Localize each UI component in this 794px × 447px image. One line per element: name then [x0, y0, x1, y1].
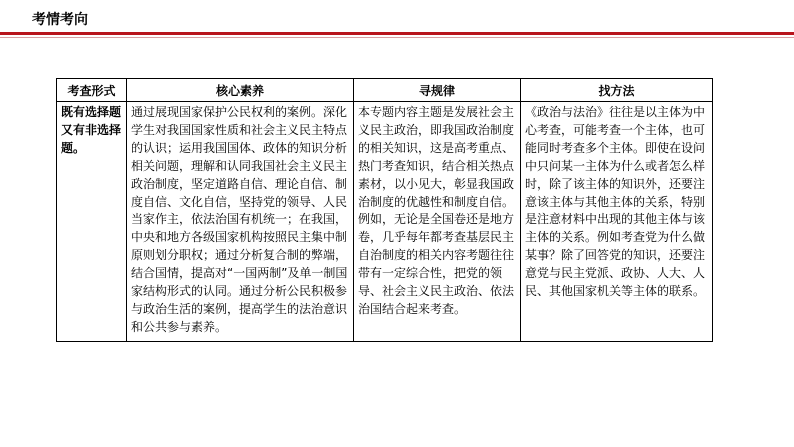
header-find-patterns: 寻规律 [354, 79, 521, 102]
cell-exam-form [57, 102, 127, 342]
header-divider [0, 32, 794, 35]
page-title: 考情考向 [32, 12, 88, 28]
header-divider-thin [0, 37, 794, 38]
core-literacy-text: 通过展现国家保护公民权利的案例。深化学生对我国国家性质和社会主义民主特点的认识；运用我国国体、政体的知识分析相关问题，理解和认同我国社会主义民主政治制度，坚定道路自信、理论自信、制度自信、文化自信，坚持党的领导、人民当家作主，依法治国有机统一；在我国，中央和地方各级国家机构按照民主集中制原则划分职权；通过分析复合制的弊端，结合国情，提高对“一国两制”及单一制国家结构形式的认同。通过分析公民积极参与政治生活的案例，提高学生的法治意识和公共参与素养。 [131, 105, 348, 334]
exam-form-text: 既有选择题又有非选择题。 [61, 105, 122, 155]
cell-core-literacy [127, 102, 354, 342]
header-core-literacy: 核心素养 [127, 79, 354, 102]
table-row [57, 102, 713, 342]
header-find-methods: 找方法 [521, 79, 713, 102]
cell-find-methods [521, 102, 713, 342]
cell-find-patterns [354, 102, 521, 342]
exam-analysis-table [56, 78, 713, 342]
table-header-row [57, 79, 713, 102]
find-methods-text: 《政治与法治》往往是以主体为中心考查，可能考查一个主体，也可能同时考查多个主体。即使在设问中只问某一主体为什么或者怎么样时，除了该主体的知识外，还要注意该主体与其他主体的关系，特别是注意材料中出现的其他主体与该主体的关系。例如考查党为什么做某事？除了回答党的知识，还要注意党与民主党派、政协、人大、人民、其他国家机关等主体的联系。 [525, 105, 706, 299]
header-exam-form: 考查形式 [57, 79, 127, 102]
find-patterns-text: 本专题内容主题是发展社会主义民主政治，即我国政治制度的相关知识，这是高考重点、热门考查知识，结合相关热点素材，以小见大，彰显我国政治制度的优越性和制度自信。例如，无论是全国卷还是地方卷，几乎每年都考查基层民主自治制度的相关内容考题往往带有一定综合性，把党的领导、社会主义民主政治、依法治国结合起来考查。 [358, 105, 515, 316]
